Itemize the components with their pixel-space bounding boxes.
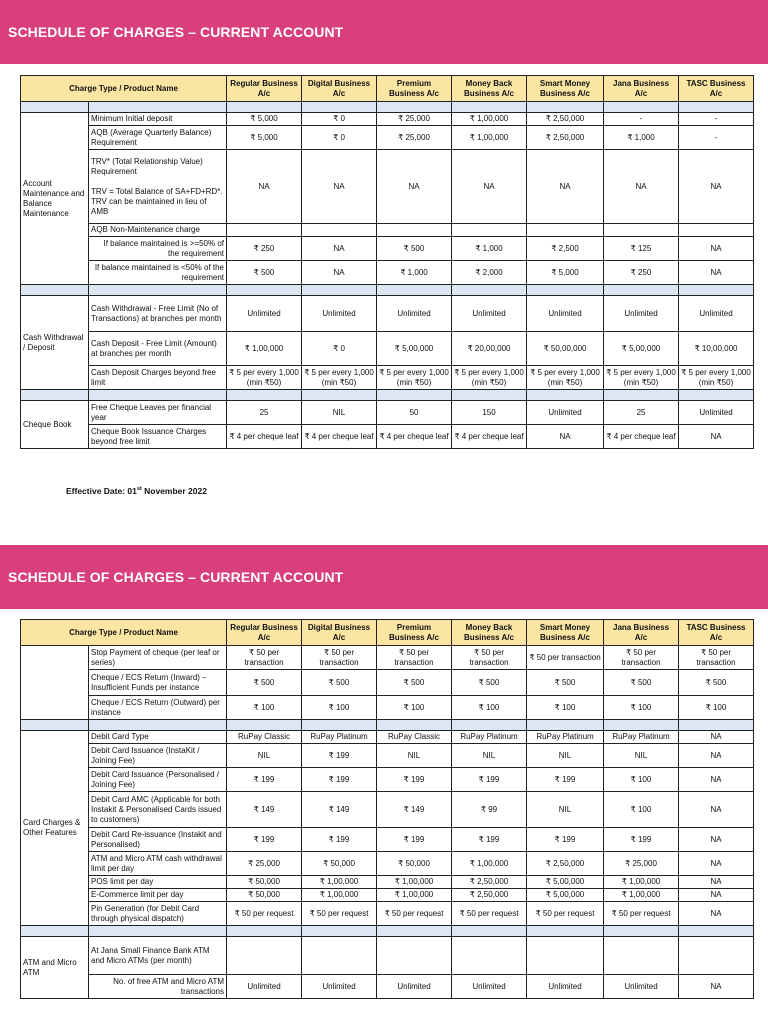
table-row — [21, 902, 754, 926]
cell-value: ₹ 50,000 — [377, 852, 452, 876]
header-regular: Regular Business A/c — [227, 76, 302, 102]
cell-value: ₹ 4 per cheque leaf — [604, 425, 679, 449]
table-row — [21, 852, 754, 876]
cell-value: NA — [679, 828, 754, 852]
cell-value: ₹ 199 — [302, 744, 377, 768]
cell-value: ₹ 5,000 — [527, 261, 604, 285]
cell-value: ₹ 2,50,000 — [527, 852, 604, 876]
row-label: Cash Deposit Charges beyond free limit — [89, 366, 227, 390]
cell-value: ₹ 2,50,000 — [527, 113, 604, 126]
row-label: Debit Card Issuance (InstaKit / Joining Fee) — [89, 744, 227, 768]
cell-value: ₹ 500 — [452, 670, 527, 696]
row-label: At Jana Small Finance Bank ATM and Micro ATMs (per month) — [89, 937, 227, 975]
cell-value: ₹ 100 — [302, 696, 377, 720]
cell-value: Unlimited — [527, 296, 604, 332]
cell-value: ₹ 500 — [377, 237, 452, 261]
header-premium: Premium Business A/c — [377, 76, 452, 102]
cell-value: Unlimited — [227, 296, 302, 332]
cell-value: Unlimited — [452, 296, 527, 332]
table-row — [21, 401, 754, 425]
cell-value: ₹ 25,000 — [377, 126, 452, 150]
cell-value: ₹ 100 — [527, 696, 604, 720]
cell-value: NA — [679, 852, 754, 876]
header-digital: Digital Business A/c — [302, 76, 377, 102]
row-label: Cash Deposit - Free Limit (Amount) at branches per month — [89, 332, 227, 366]
row-label: Minimum Initial deposit — [89, 113, 227, 126]
cell-value: ₹ 149 — [377, 792, 452, 828]
cell-value: ₹ 1,00,000 — [604, 876, 679, 889]
cell-value: ₹ 50 per transaction — [302, 646, 377, 670]
table-row — [21, 237, 754, 261]
cell-value: ₹ 250 — [227, 237, 302, 261]
header-digital: Digital Business A/c — [302, 620, 377, 646]
table-header-row — [21, 620, 754, 646]
header-tasc: TASC Business A/c — [679, 76, 754, 102]
separator-row — [21, 720, 754, 731]
cell-value: Unlimited — [377, 296, 452, 332]
cell-value: NA — [679, 902, 754, 926]
header-premium: Premium Business A/c — [377, 620, 452, 646]
cell-value: ₹ 1,00,000 — [604, 889, 679, 902]
charges-table-1 — [20, 75, 754, 449]
cell-value: NA — [679, 768, 754, 792]
cell-value: ₹ 5,000 — [227, 126, 302, 150]
cell-value: ₹ 1,00,000 — [227, 332, 302, 366]
row-label: Debit Card Issuance (Personalised / Joining Fee) — [89, 768, 227, 792]
header-money-back: Money Back Business A/c — [452, 76, 527, 102]
cell-value: ₹ 100 — [227, 696, 302, 720]
cell-value: ₹ 25,000 — [227, 852, 302, 876]
table-row — [21, 126, 754, 150]
category-account-maintenance: Account Maintenance and Balance Maintenance — [21, 113, 89, 285]
cell-value: ₹ 1,00,000 — [377, 889, 452, 902]
cell-value: NA — [679, 425, 754, 449]
table-row — [21, 937, 754, 975]
cell-value: ₹ 149 — [302, 792, 377, 828]
cell-value: NIL — [527, 744, 604, 768]
cell-value: ₹ 2,50,000 — [452, 876, 527, 889]
cell-value: Unlimited — [679, 296, 754, 332]
cell-value: ₹ 50,000 — [302, 852, 377, 876]
row-label: POS limit per day — [89, 876, 227, 889]
cell-value: ₹ 1,000 — [604, 126, 679, 150]
row-label: Cheque Book Issuance Charges beyond free limit — [89, 425, 227, 449]
cell-value: ₹ 50 per transaction — [377, 646, 452, 670]
header-tasc: TASC Business A/c — [679, 620, 754, 646]
cell-value: Unlimited — [604, 975, 679, 999]
cell-value: ₹ 5 per every 1,000 (min ₹50) — [452, 366, 527, 390]
cell-value: ₹ 50,000 — [227, 889, 302, 902]
cell-value: NA — [604, 150, 679, 224]
cell-value: ₹ 50 per request — [604, 902, 679, 926]
cell-value: ₹ 199 — [604, 828, 679, 852]
cell-value: ₹ 500 — [227, 261, 302, 285]
table-row — [21, 366, 754, 390]
cell-value: RuPay Platinum — [302, 731, 377, 744]
cell-value: ₹ 500 — [302, 670, 377, 696]
header-regular: Regular Business A/c — [227, 620, 302, 646]
table-row — [21, 768, 754, 792]
cell-value: ₹ 4 per cheque leaf — [302, 425, 377, 449]
cell-value: ₹ 2,000 — [452, 261, 527, 285]
cell-value: ₹ 50 per request — [302, 902, 377, 926]
cell-value: NA — [679, 237, 754, 261]
trv-note: TRV = Total Balance of SA+FD+RD*. TRV can be maintained in lieu of AMB — [91, 186, 223, 216]
row-label: Debit Card Re-issuance (Instakit and Personalised) — [89, 828, 227, 852]
row-label: Cheque / ECS Return (Inward) – Insufficient Funds per instance — [89, 670, 227, 696]
table-row — [21, 828, 754, 852]
cell-value: ₹ 199 — [377, 828, 452, 852]
row-label: No. of free ATM and Micro ATM transactions — [89, 975, 227, 999]
cell-value: ₹ 2,500 — [527, 237, 604, 261]
cell-value: NA — [527, 425, 604, 449]
table-row — [21, 113, 754, 126]
cell-value: ₹ 0 — [302, 113, 377, 126]
cell-value: Unlimited — [227, 975, 302, 999]
effective-date-suffix: November 2022 — [141, 486, 207, 496]
cell-value: Unlimited — [302, 296, 377, 332]
cell-value: ₹ 199 — [377, 768, 452, 792]
cell-value: ₹ 100 — [604, 792, 679, 828]
cell-value: NIL — [527, 792, 604, 828]
category-cheque-book: Cheque Book — [21, 401, 89, 449]
cell-value: ₹ 0 — [302, 332, 377, 366]
header-jana: Jana Business A/c — [604, 620, 679, 646]
table-row — [21, 261, 754, 285]
category-atm: ATM and Micro ATM — [21, 937, 89, 999]
separator-row — [21, 102, 754, 113]
row-label: Debit Card Type — [89, 731, 227, 744]
cell-value: NIL — [302, 401, 377, 425]
cell-value: ₹ 20,00,000 — [452, 332, 527, 366]
cell-value: ₹ 50 per transaction — [452, 646, 527, 670]
cell-value: ₹ 4 per cheque leaf — [377, 425, 452, 449]
row-label-trv — [89, 150, 227, 224]
cell-value: ₹ 25,000 — [377, 113, 452, 126]
header-charge-type: Charge Type / Product Name — [21, 76, 227, 102]
cell-value: ₹ 5 per every 1,000 (min ₹50) — [604, 366, 679, 390]
cell-value: 50 — [377, 401, 452, 425]
table-row — [21, 296, 754, 332]
cell-value: RuPay Platinum — [452, 731, 527, 744]
separator-row — [21, 390, 754, 401]
cell-value: 25 — [227, 401, 302, 425]
header-smart-money: Smart Money Business A/c — [527, 620, 604, 646]
cell-value: ₹ 50 per request — [452, 902, 527, 926]
cell-value: NA — [227, 150, 302, 224]
cell-value: Unlimited — [377, 975, 452, 999]
header-charge-type: Charge Type / Product Name — [21, 620, 227, 646]
schedule-banner — [0, 545, 768, 609]
cell-value: ₹ 25,000 — [604, 852, 679, 876]
cell-value: NA — [679, 744, 754, 768]
cell-value: NA — [302, 150, 377, 224]
cell-value: NA — [679, 792, 754, 828]
category-cash: Cash Withdrawal / Deposit — [21, 296, 89, 390]
cell-value: NA — [527, 150, 604, 224]
cell-value: NA — [679, 150, 754, 224]
cell-value: RuPay Platinum — [527, 731, 604, 744]
cell-value: NIL — [604, 744, 679, 768]
cell-value: ₹ 149 — [227, 792, 302, 828]
cell-value: ₹ 5 per every 1,000 (min ₹50) — [377, 366, 452, 390]
separator-row — [21, 926, 754, 937]
cell-value: NIL — [452, 744, 527, 768]
cell-value: ₹ 1,00,000 — [302, 876, 377, 889]
banner-title: SCHEDULE OF CHARGES – CURRENT ACCOUNT — [8, 569, 344, 585]
cell-value: NA — [679, 731, 754, 744]
table-row — [21, 224, 754, 237]
cell-value: ₹ 5 per every 1,000 (min ₹50) — [227, 366, 302, 390]
cell-value: ₹ 1,00,000 — [302, 889, 377, 902]
banner-title: SCHEDULE OF CHARGES – CURRENT ACCOUNT — [8, 24, 344, 40]
cell-value: ₹ 100 — [452, 696, 527, 720]
effective-date-prefix: Effective Date: 01 — [66, 486, 137, 496]
cell-value: ₹ 50,000 — [227, 876, 302, 889]
cell-value: NA — [302, 261, 377, 285]
cell-value: ₹ 500 — [527, 670, 604, 696]
table-row — [21, 744, 754, 768]
cell-value: ₹ 2,50,000 — [527, 126, 604, 150]
cell-value: Unlimited — [679, 401, 754, 425]
cell-value: NA — [679, 975, 754, 999]
cell-value: ₹ 1,000 — [377, 261, 452, 285]
cell-value: Unlimited — [604, 296, 679, 332]
table-row — [21, 792, 754, 828]
header-money-back: Money Back Business A/c — [452, 620, 527, 646]
cell-value: ₹ 5,000 — [227, 113, 302, 126]
effective-date-sup: st — [136, 486, 142, 493]
cell-value: ₹ 100 — [604, 696, 679, 720]
cell-value: ₹ 4 per cheque leaf — [452, 425, 527, 449]
cell-value: ₹ 100 — [604, 768, 679, 792]
effective-date — [66, 486, 207, 496]
category-card-charges: Card Charges & Other Features — [21, 731, 89, 926]
cell-value: ₹ 500 — [377, 670, 452, 696]
cell-value: ₹ 50 per transaction — [227, 646, 302, 670]
row-label: If balance maintained is >=50% of the requirement — [89, 237, 227, 261]
cell-value: ₹ 50 per request — [527, 902, 604, 926]
table-row — [21, 876, 754, 889]
cell-value: ₹ 100 — [377, 696, 452, 720]
cell-value: ₹ 5 per every 1,000 (min ₹50) — [527, 366, 604, 390]
cell-value: ₹ 199 — [227, 768, 302, 792]
row-label: Cash Withdrawal - Free Limit (No of Transactions) at branches per month — [89, 296, 227, 332]
cell-value: NIL — [377, 744, 452, 768]
cell-value: ₹ 50 per transaction — [604, 646, 679, 670]
table-row — [21, 731, 754, 744]
cell-value: NA — [302, 237, 377, 261]
cell-value: ₹ 5,00,000 — [604, 332, 679, 366]
schedule-banner — [0, 0, 768, 64]
cell-value: ₹ 199 — [302, 768, 377, 792]
cell-value: ₹ 10,00,000 — [679, 332, 754, 366]
cell-value: 150 — [452, 401, 527, 425]
cell-value: ₹ 1,00,000 — [377, 876, 452, 889]
cell-value: RuPay Classic — [227, 731, 302, 744]
row-label: Free Cheque Leaves per financial year — [89, 401, 227, 425]
table-row — [21, 425, 754, 449]
cell-value: - — [679, 113, 754, 126]
cell-value: - — [604, 113, 679, 126]
row-label: Cheque / ECS Return (Outward) per instance — [89, 696, 227, 720]
row-label: Pin Generation (for Debit Card through physical dispatch) — [89, 902, 227, 926]
separator-row — [21, 285, 754, 296]
cell-value: ₹ 50 per transaction — [527, 646, 604, 670]
cell-value: ₹ 199 — [452, 828, 527, 852]
cell-value: ₹ 1,000 — [452, 237, 527, 261]
cell-value: ₹ 250 — [604, 261, 679, 285]
row-label: ATM and Micro ATM cash withdrawal limit per day — [89, 852, 227, 876]
cell-value: Unlimited — [452, 975, 527, 999]
cell-value: RuPay Platinum — [604, 731, 679, 744]
cell-value: Unlimited — [302, 975, 377, 999]
table-row — [21, 889, 754, 902]
cell-value: ₹ 1,00,000 — [452, 113, 527, 126]
cell-value: ₹ 500 — [227, 670, 302, 696]
cell-value: ₹ 125 — [604, 237, 679, 261]
table-row — [21, 332, 754, 366]
table-row — [21, 646, 754, 670]
cell-value: ₹ 199 — [452, 768, 527, 792]
cell-value: ₹ 199 — [302, 828, 377, 852]
cell-value: - — [679, 126, 754, 150]
cell-value: NA — [377, 150, 452, 224]
cell-value: Unlimited — [527, 401, 604, 425]
cell-value: ₹ 99 — [452, 792, 527, 828]
cell-value: ₹ 0 — [302, 126, 377, 150]
cell-value: NA — [679, 876, 754, 889]
cell-value: ₹ 50 per request — [377, 902, 452, 926]
cell-value: NA — [452, 150, 527, 224]
cell-value: ₹ 50 per request — [227, 902, 302, 926]
trv-label: TRV* (Total Relationship Value) Requirement — [91, 156, 203, 176]
cell-value: ₹ 5 per every 1,000 (min ₹50) — [302, 366, 377, 390]
cell-value: ₹ 5,00,000 — [527, 876, 604, 889]
cell-value: NA — [679, 889, 754, 902]
row-label: AQB (Average Quarterly Balance) Requirement — [89, 126, 227, 150]
cell-value: 25 — [604, 401, 679, 425]
row-label: If balance maintained is <50% of the requirement — [89, 261, 227, 285]
cell-value: ₹ 1,00,000 — [452, 852, 527, 876]
cell-value: ₹ 199 — [227, 828, 302, 852]
table-row — [21, 975, 754, 999]
cell-value: ₹ 5,00,000 — [527, 889, 604, 902]
cell-value: Unlimited — [527, 975, 604, 999]
cell-value: ₹ 50 per transaction — [679, 646, 754, 670]
header-smart-money: Smart Money Business A/c — [527, 76, 604, 102]
cell-value: ₹ 2,50,000 — [452, 889, 527, 902]
cell-value: ₹ 5 per every 1,000 (min ₹50) — [679, 366, 754, 390]
cell-value: ₹ 199 — [527, 828, 604, 852]
cell-value: NIL — [227, 744, 302, 768]
row-label: AQB Non-Maintenance charge — [89, 224, 227, 237]
cell-value: NA — [679, 261, 754, 285]
row-label: E-Commerce limit per day — [89, 889, 227, 902]
header-jana: Jana Business A/c — [604, 76, 679, 102]
cell-value: RuPay Classic — [377, 731, 452, 744]
row-label: Debit Card AMC (Applicable for both Instakit & Personalised Cards issued to customers) — [89, 792, 227, 828]
charges-table-2 — [20, 619, 754, 999]
cell-value: ₹ 199 — [527, 768, 604, 792]
cell-value: ₹ 500 — [604, 670, 679, 696]
cell-value: ₹ 1,00,000 — [452, 126, 527, 150]
table-row — [21, 670, 754, 696]
cell-value: ₹ 100 — [679, 696, 754, 720]
table-header-row — [21, 76, 754, 102]
row-label: Stop Payment of cheque (per leaf or series) — [89, 646, 227, 670]
table-row — [21, 696, 754, 720]
cell-value: ₹ 5,00,000 — [377, 332, 452, 366]
cell-value: ₹ 4 per cheque leaf — [227, 425, 302, 449]
cell-value: ₹ 50,00,000 — [527, 332, 604, 366]
table-row — [21, 150, 754, 224]
cell-value: ₹ 500 — [679, 670, 754, 696]
